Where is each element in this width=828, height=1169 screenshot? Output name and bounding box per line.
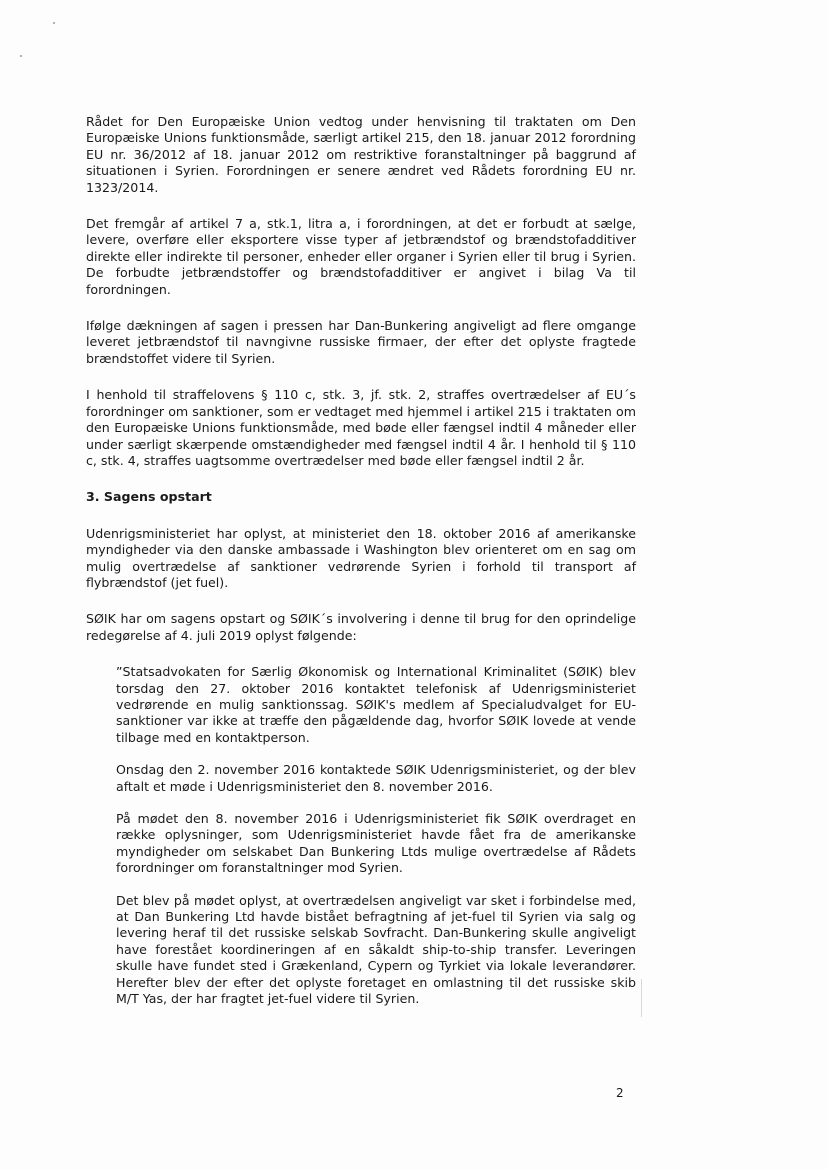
paragraph-soik-statement-intro: SØIK har om sagens opstart og SØIK´s involvering i denne til brug for den oprindelige redegørelse af 4. juli 2019 oplyst følgende:: [86, 611, 636, 643]
page-number: 2: [616, 1086, 624, 1100]
quote-paragraph: Onsdag den 2. november 2016 kontaktede SØIK Udenrigsministeriet, og der blev aftalt et møde i Udenrigsministeriet den 8. november 2016.: [116, 762, 636, 794]
scan-mark: [641, 979, 642, 1017]
quote-paragraph: Det blev på mødet oplyst, at overtrædelsen angiveligt var sket i forbindelse med, at Dan Bunkering Ltd havde bistået befragtning af jet-fuel til Syrien via salg og levering heraf til det russiske selskab Sovfracht. Dan-Bunkering skulle angiveligt have forestået koordineringen af en såkaldt ship-to-ship transfer. Leveringen skulle have fundet sted i Grækenland, Cypern og Tyrkiet via lokale leverandører. Herefter blev der efter det oplyste foretaget en omlastning til det russiske skib M/T Yas, der har fragtet jet-fuel videre til Syrien.: [116, 892, 636, 1007]
paragraph-press-coverage: Ifølge dækningen af sagen i pressen har Dan-Bunkering angiveligt ad flere omgange leveret jetbrændstof til navngivne russiske firmaer, der efter det oplyste fragtede brændstoffet videre til Syrien.: [86, 318, 636, 366]
paragraph-penal-code: I henhold til straffelovens § 110 c, stk. 3, jf. stk. 2, straffes overtrædelser af EU´s forordninger om sanktioner, som er vedtaget med hjemmel i artikel 215 i traktaten om den Europæiske Unions funktionsmåde, med bøde eller fængsel indtil 4 måneder eller under særligt skærpende omstændigheder med fængsel indtil 4 år. I henhold til § 110 c, stk. 4, straffes uagtsomme overtrædelser med bøde eller fængsel indtil 2 år.: [86, 387, 636, 468]
scan-speck: [20, 55, 22, 57]
paragraph-ministry-notified: Udenrigsministeriet har oplyst, at ministeriet den 18. oktober 2016 af amerikanske myndigheder via den danske ambassade i Washington blev orienteret om en sag om mulig overtrædelse af sanktioner vedrørende Syrien i forhold til transport af flybrændstof (jet fuel).: [86, 525, 636, 590]
document-body: [86, 114, 636, 1023]
quote-paragraph: ”Statsadvokaten for Særlig Økonomisk og International Kriminalitet (SØIK) blev torsdag den 27. oktober 2016 kontaktet telefonisk af Udenrigsministeriet vedrørende en mulig sanktionssag. SØIK's medlem af Specialudvalget for EU-sanktioner var ikke at træffe den pågældende dag, hvorfor SØIK lovede at vende tilbage med en kontaktperson.: [116, 664, 636, 745]
paragraph-article-7a: Det fremgår af artikel 7 a, stk.1, litra a, i forordningen, at det er forbudt at sælge, levere, overføre eller eksportere visse typer af jetbrændstof og brændstofadditiver direkte eller indirekte til personer, enheder eller organer i Syrien eller til brug i Syrien. De forbudte jetbrændstoffer og brændstofadditiver er angivet i bilag Va til forordningen.: [86, 216, 636, 297]
quote-paragraph: På mødet den 8. november 2016 i Udenrigsministeriet fik SØIK overdraget en række oplysninger, som Udenrigsministeriet havde fået fra de amerikanske myndigheder om selskabet Dan Bunkering Ltds mulige overtrædelse af Rådets forordninger om foranstaltninger mod Syrien.: [116, 811, 636, 876]
scan-speck: [53, 22, 55, 24]
quoted-statement: [116, 664, 636, 1007]
section-heading: 3. Sagens opstart: [86, 489, 212, 505]
paragraph-eu-regulation: Rådet for Den Europæiske Union vedtog under henvisning til traktaten om Den Europæiske Unions funktionsmåde, særligt artikel 215, den 18. januar 2012 forordning EU nr. 36/2012 af 18. januar 2012 om restriktive foranstaltninger på baggrund af situationen i Syrien. Forordningen er senere ændret ved Rådets forordning EU nr. 1323/2014.: [86, 114, 636, 195]
